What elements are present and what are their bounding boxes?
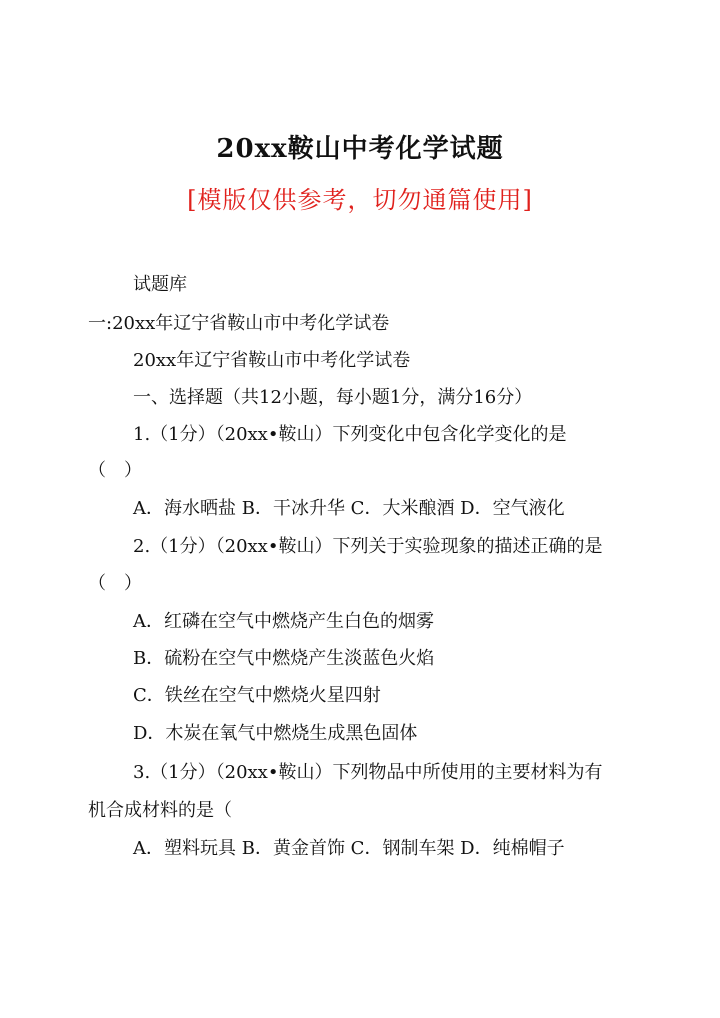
question-2: 2.（1分）（20xx•鞍山）下列关于实验现象的描述正确的是 (133, 536, 603, 557)
document-title: 20xx鞍山中考化学试题 (216, 134, 504, 164)
section-heading: 一、选择题（共12小题，每小题1分，满分16分） (133, 387, 533, 408)
question-1: 1.（1分）（20xx•鞍山）下列变化中包含化学变化的是 (133, 424, 567, 445)
template-notice: [模版仅供参考，切勿通篇使用] (187, 186, 533, 214)
question-2-blank: （ ） (88, 573, 142, 594)
question-2-option-b: B．硫粉在空气中燃烧产生淡蓝色火焰 (133, 648, 435, 669)
question-1-options: A．海水晒盐 B．干冰升华 C．大米酿酒 D．空气液化 (133, 498, 565, 519)
exam-heading: 一:20xx年辽宁省鞍山市中考化学试卷 (88, 313, 390, 334)
question-3: 3.（1分）（20xx•鞍山）下列物品中所使用的主要材料为有 (133, 762, 603, 783)
section-label: 试题库 (133, 274, 187, 295)
question-2-option-a: A．红磷在空气中燃烧产生白色的烟雾 (133, 611, 434, 632)
question-2-option-d: D．木炭在氧气中燃烧生成黑色固体 (133, 723, 418, 744)
question-1-blank: （ ） (88, 460, 142, 481)
question-3-continuation: 机合成材料的是（ (88, 800, 232, 821)
question-2-option-c: C．铁丝在空气中燃烧火星四射 (133, 685, 381, 706)
question-3-options: A．塑料玩具 B．黄金首饰 C．钢制车架 D．纯棉帽子 (133, 838, 565, 859)
exam-title: 20xx年辽宁省鞍山市中考化学试卷 (133, 350, 411, 371)
